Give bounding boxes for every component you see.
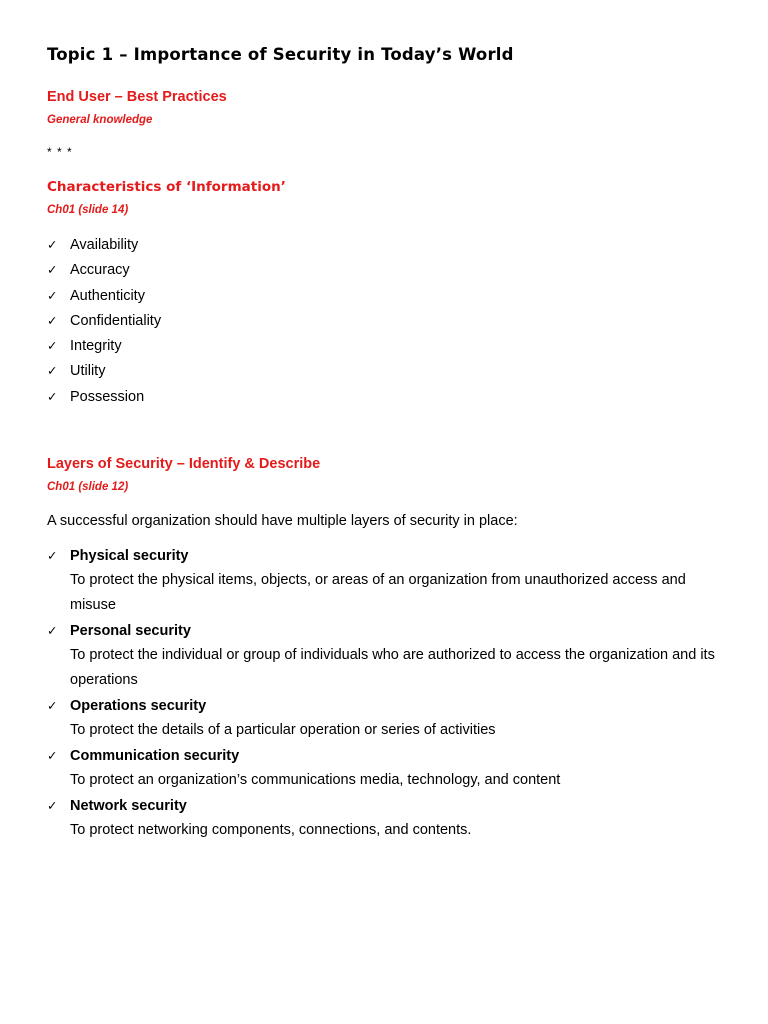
- list-item: [47, 257, 161, 282]
- layer-description: To protect an organization’s communications media, technology, and content: [70, 772, 561, 788]
- section-subheading-ch01-slide12: Ch01 (slide 12): [47, 481, 129, 493]
- layer-description: To protect the individual or group of individuals who are authorized to access the organization and its operations: [70, 647, 715, 688]
- list-item-label: Availability: [70, 237, 139, 253]
- checkmark-icon: ✓: [47, 548, 58, 563]
- list-item-label: Possession: [70, 388, 145, 405]
- section-heading-characteristics: Characteristics of ‘Information’: [47, 179, 286, 195]
- layer-title: Communication security: [70, 748, 240, 764]
- list-item: [47, 232, 161, 257]
- layer-title: Network security: [70, 798, 187, 814]
- checkmark-icon: ✓: [47, 338, 58, 354]
- characteristics-list: [47, 232, 161, 409]
- checkmark-icon: ✓: [47, 798, 58, 813]
- checkmark-icon: ✓: [47, 363, 58, 379]
- security-layers-list: [47, 543, 737, 843]
- layers-intro-text: A successful organization should have multiple layers of security in place:: [47, 513, 518, 529]
- layer-description: To protect the details of a particular operation or series of activities: [70, 722, 496, 738]
- checkmark-icon: ✓: [47, 262, 58, 278]
- layer-title: Personal security: [70, 623, 191, 639]
- list-item-label: Authenticity: [70, 287, 145, 304]
- list-item: [47, 618, 737, 693]
- layer-description: To protect networking components, connections, and contents.: [70, 822, 472, 838]
- list-item: [47, 693, 737, 743]
- list-item: [47, 283, 161, 308]
- list-item-label: Confidentiality: [70, 312, 162, 329]
- list-item-label: Integrity: [70, 338, 122, 355]
- section-subheading-ch01-slide14: Ch01 (slide 14): [47, 204, 129, 216]
- layer-description: To protect the physical items, objects, or areas of an organization from unauthorized access and misuse: [70, 572, 686, 613]
- checkmark-icon: ✓: [47, 748, 58, 763]
- layer-title: Operations security: [70, 698, 207, 714]
- section-heading-layers-of-security: Layers of Security – Identify & Describe: [47, 456, 321, 472]
- separator: * * *: [47, 145, 73, 159]
- list-item: [47, 543, 737, 618]
- list-item-label: Accuracy: [70, 262, 130, 279]
- checkmark-icon: ✓: [47, 312, 58, 328]
- checkmark-icon: ✓: [47, 698, 58, 713]
- checkmark-icon: ✓: [47, 287, 58, 303]
- list-item: [47, 358, 161, 383]
- list-item: [47, 333, 161, 358]
- layer-title: Physical security: [70, 548, 189, 564]
- section-subheading-general-knowledge: General knowledge: [47, 114, 153, 126]
- section-heading-best-practices: End User – Best Practices: [47, 89, 227, 105]
- list-item-label: Utility: [70, 363, 106, 380]
- list-item: [47, 743, 737, 793]
- checkmark-icon: ✓: [47, 623, 58, 638]
- page-title: Topic 1 – Importance of Security in Today’s World: [47, 45, 514, 64]
- checkmark-icon: ✓: [47, 237, 58, 252]
- list-item: [47, 308, 161, 333]
- list-item: [47, 384, 161, 409]
- list-item: [47, 793, 737, 843]
- checkmark-icon: ✓: [47, 388, 58, 404]
